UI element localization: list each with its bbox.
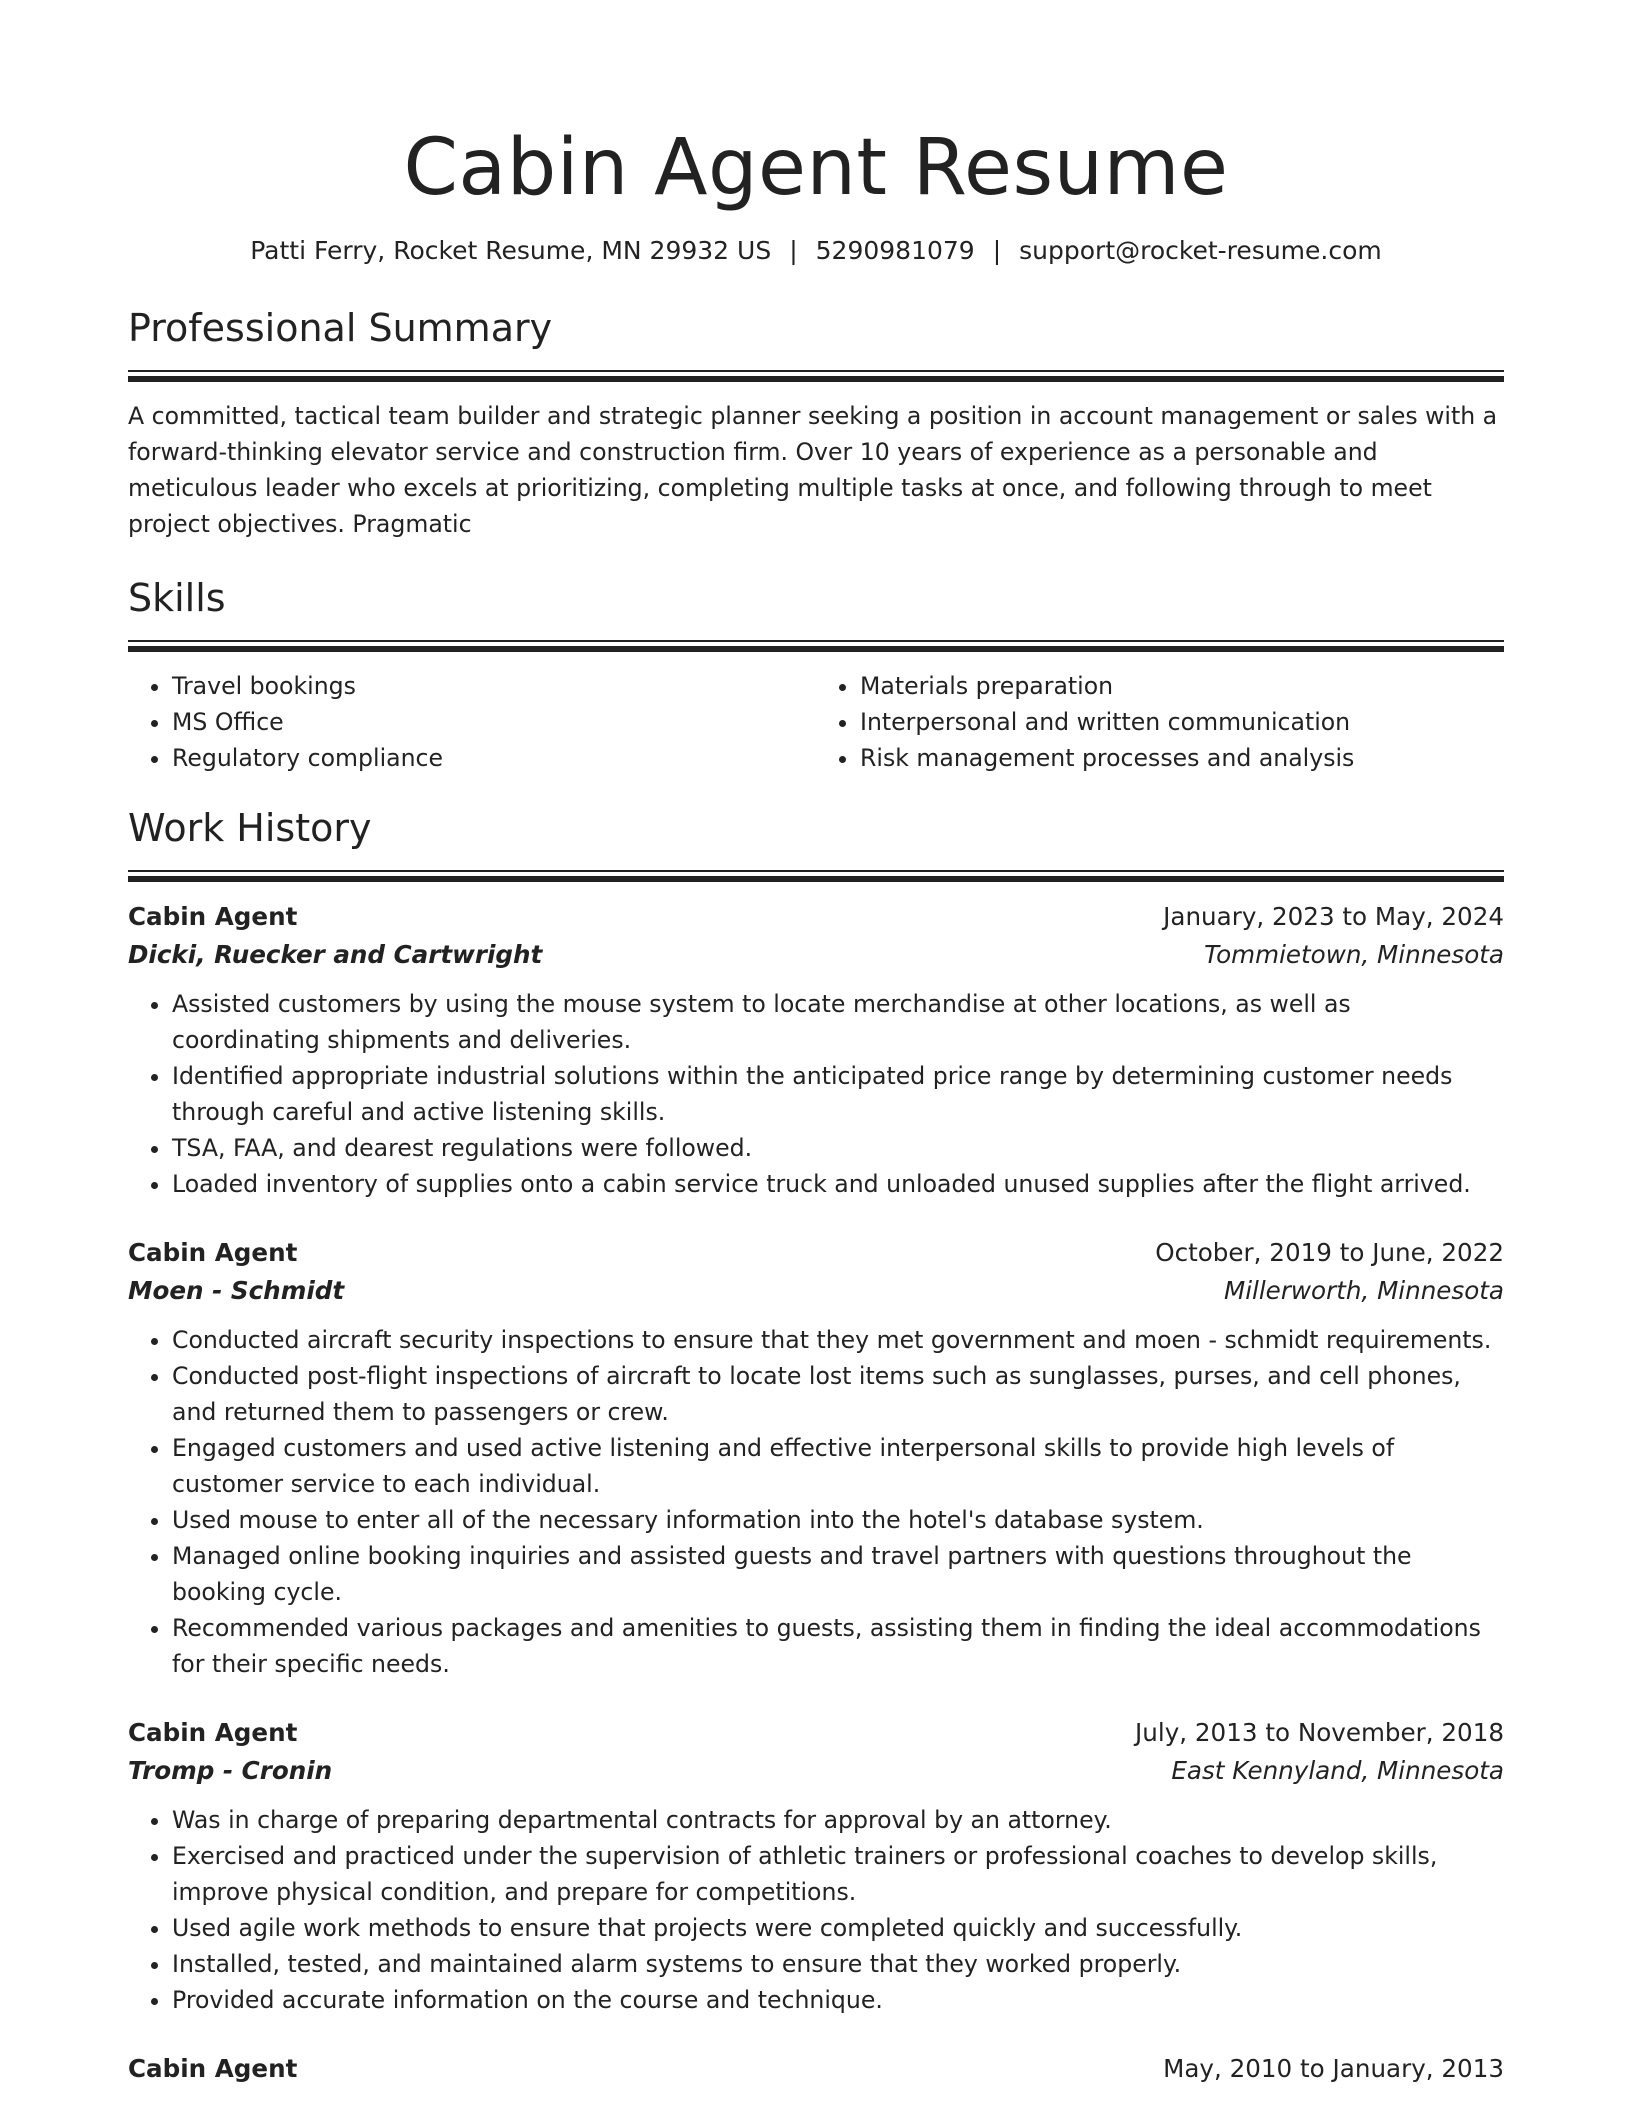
job-entry bbox=[128, 2050, 1504, 2088]
work-history-section bbox=[128, 806, 1504, 2088]
skills-columns bbox=[128, 668, 1504, 776]
job-title: Cabin Agent bbox=[128, 1718, 298, 1747]
job-dates: January, 2023 to May, 2024 bbox=[1163, 902, 1504, 931]
job-entry bbox=[128, 898, 1504, 1202]
job-location: Millerworth, Minnesota bbox=[1223, 1276, 1504, 1305]
job-bullet: • Managed online booking inquiries and assisted guests and travel partners with questions throughout the booking cycle. bbox=[172, 1538, 1504, 1610]
job-dates: October, 2019 to June, 2022 bbox=[1155, 1238, 1504, 1267]
skill-item: • Risk management processes and analysis bbox=[860, 740, 1504, 776]
job-location: East Kennyland, Minnesota bbox=[1171, 1756, 1504, 1785]
job-bullet: • Used agile work methods to ensure that projects were completed quickly and successfully. bbox=[172, 1910, 1504, 1946]
contact-separator: | bbox=[992, 236, 1002, 265]
job-bullet: • Was in charge of preparing departmental contracts for approval by an attorney. bbox=[172, 1802, 1504, 1838]
skills-list-left bbox=[128, 668, 816, 776]
job-title: Cabin Agent bbox=[128, 2054, 298, 2083]
job-company-row bbox=[128, 936, 1504, 974]
skill-item: • Regulatory compliance bbox=[172, 740, 816, 776]
summary-text: A committed, tactical team builder and strategic planner seeking a position in account management or sales with a forward-thinking elevator service and construction firm. Over 10 years of experience as a personable and meticulous leader who excels at prioritizing, completing multiple tasks at once, and following through to meet project objectives. Pragmatic bbox=[128, 402, 1498, 538]
job-company-row bbox=[128, 1272, 1504, 1310]
job-company: Tromp - Cronin bbox=[128, 1756, 333, 1785]
job-title: Cabin Agent bbox=[128, 902, 298, 931]
summary-heading: Professional Summary bbox=[128, 306, 553, 350]
skills-heading: Skills bbox=[128, 576, 226, 620]
skill-item: • Materials preparation bbox=[860, 668, 1504, 704]
skills-section bbox=[128, 576, 1504, 776]
resume-title: Cabin Agent Resume bbox=[403, 123, 1229, 213]
job-company-row bbox=[128, 1752, 1504, 1790]
job-company: Dicki, Ruecker and Cartwright bbox=[128, 940, 543, 969]
job-bullets bbox=[128, 986, 1504, 1202]
job-dates: July, 2013 to November, 2018 bbox=[1135, 1718, 1504, 1747]
job-bullet: • Assisted customers by using the mouse system to locate merchandise at other locations, as well as coordinating shipments and deliveries. bbox=[172, 986, 1504, 1058]
job-entry bbox=[128, 1714, 1504, 2018]
job-bullet: • Engaged customers and used active listening and effective interpersonal skills to provide high levels of customer service to each individual. bbox=[172, 1430, 1504, 1502]
contact-email: support@rocket-resume.com bbox=[1019, 236, 1382, 265]
job-company: Moen - Schmidt bbox=[128, 1276, 345, 1305]
job-bullet: • Installed, tested, and maintained alarm systems to ensure that they worked properly. bbox=[172, 1946, 1504, 1982]
job-bullets bbox=[128, 1802, 1504, 2018]
job-header-row bbox=[128, 898, 1504, 936]
job-bullet: • Provided accurate information on the course and technique. bbox=[172, 1982, 1504, 2018]
summary-section bbox=[128, 306, 1504, 542]
contact-separator: | bbox=[789, 236, 798, 265]
skills-list-right bbox=[816, 668, 1504, 776]
job-title: Cabin Agent bbox=[128, 1238, 298, 1267]
work-history-heading: Work History bbox=[128, 806, 372, 850]
section-divider bbox=[128, 870, 1504, 882]
job-bullet: • Exercised and practiced under the supervision of athletic trainers or professional coaches to develop skills, improve physical condition, and prepare for competitions. bbox=[172, 1838, 1504, 1910]
job-header-row bbox=[128, 2050, 1504, 2088]
skill-item: • Travel bookings bbox=[172, 668, 816, 704]
job-header-row bbox=[128, 1234, 1504, 1272]
skill-item: • Interpersonal and written communication bbox=[860, 704, 1504, 740]
contact-address: Patti Ferry, Rocket Resume, MN 29932 US bbox=[250, 236, 772, 265]
contact-phone: 5290981079 bbox=[815, 236, 975, 265]
job-bullets bbox=[128, 1322, 1504, 1682]
job-header-row bbox=[128, 1714, 1504, 1752]
job-bullet: • Conducted aircraft security inspections to ensure that they met government and moen - schmidt requirements. bbox=[172, 1322, 1504, 1358]
job-bullet: • Conducted post-flight inspections of aircraft to locate lost items such as sunglasses, purses, and cell phones, and returned them to passengers or crew. bbox=[172, 1358, 1504, 1430]
job-bullet: • Used mouse to enter all of the necessary information into the hotel's database system. bbox=[172, 1502, 1504, 1538]
job-bullet: • Identified appropriate industrial solutions within the anticipated price range by determining customer needs through careful and active listening skills. bbox=[172, 1058, 1504, 1130]
section-divider bbox=[128, 370, 1504, 382]
resume-page bbox=[128, 0, 1504, 2088]
job-location: Tommietown, Minnesota bbox=[1204, 940, 1504, 969]
job-bullet: • Loaded inventory of supplies onto a cabin service truck and unloaded unused supplies after the flight arrived. bbox=[172, 1166, 1504, 1202]
job-dates: May, 2010 to January, 2013 bbox=[1163, 2054, 1504, 2083]
job-bullet: • TSA, FAA, and dearest regulations were followed. bbox=[172, 1130, 1504, 1166]
job-entry bbox=[128, 1234, 1504, 1682]
skill-item: • MS Office bbox=[172, 704, 816, 740]
section-divider bbox=[128, 640, 1504, 652]
contact-line bbox=[128, 236, 1504, 266]
job-bullet: • Recommended various packages and amenities to guests, assisting them in finding the ideal accommodations for their specific needs. bbox=[172, 1610, 1504, 1682]
